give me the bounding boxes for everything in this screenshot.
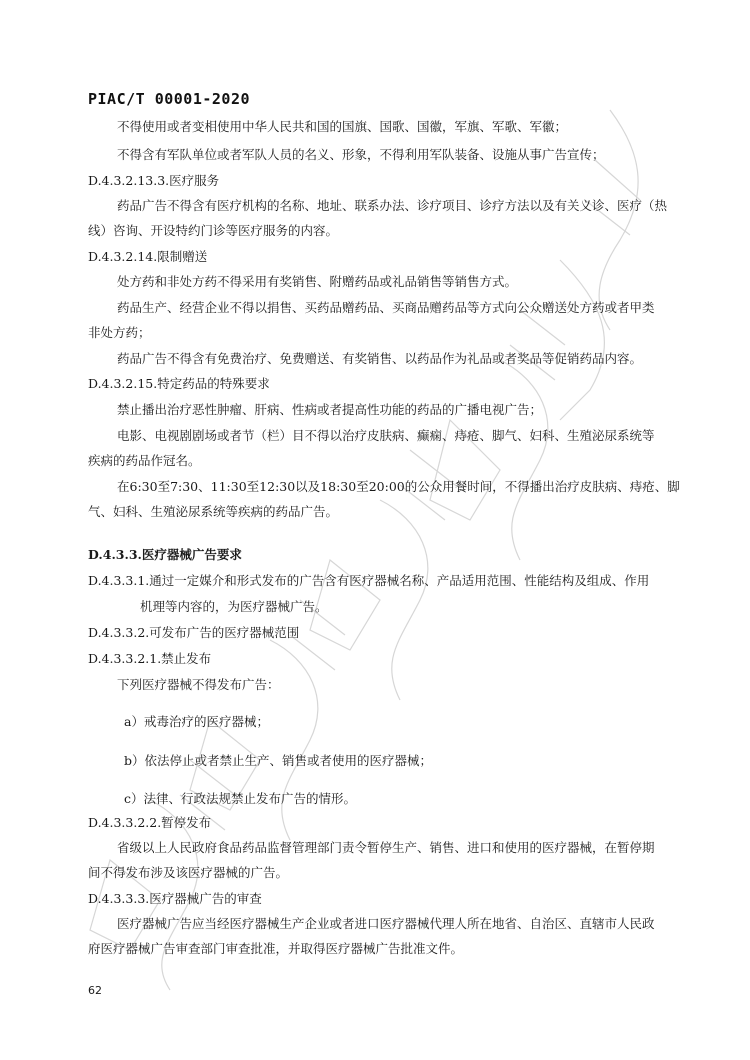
section-heading: D.4.3.3.2.2.暂停发布 [88,815,212,830]
paragraph-line: 府医疗器械广告审查部门审查批准，并取得医疗器械广告批准文件。 [88,941,464,956]
paragraph-line: 机理等内容的，为医疗器械广告。 [140,599,328,614]
section-heading: D.4.3.3.3.医疗器械广告的审查 [88,891,262,906]
paragraph-line: 不得使用或者变相使用中华人民共和国的国旗、国歌、国徽，军旗、军歌、军徽； [117,119,568,134]
paragraph-line: 药品广告不得含有免费治疗、免费赠送、有奖销售、以药品作为礼品或者奖品等促销药品内容。 [117,351,643,366]
paragraph-line: 间不得发布涉及该医疗器械的广告。 [88,865,289,880]
section-heading: D.4.3.2.13.3.医疗服务 [88,173,220,188]
paragraph-line: 药品生产、经营企业不得以捐售、买药品赠药品、买商品赠药品等方式向公众赠送处方药或者甲类 [117,300,655,315]
paragraph-line: 药品广告不得含有医疗机构的名称、地址、联系办法、诊疗项目、诊疗方法以及有关义诊、医疗（热 [117,198,668,213]
section-heading: D.4.3.3.1.通过一定媒介和形式发布的广告含有医疗器械名称、产品适用范围、性能结构及组成、作用 [88,573,650,588]
paragraph-line: 处方药和非处方药不得采用有奖销售、附赠药品或礼品销售等销售方式。 [117,274,518,289]
list-item: b）依法停止或者禁止生产、销售或者使用的医疗器械； [124,753,433,768]
paragraph-line: 禁止播出治疗恶性肿瘤、肝病、性病或者提高性功能的药品的广播电视广告； [117,402,543,417]
paragraph-line: 下列医疗器械不得发布广告： [117,677,280,692]
page-number: 62 [88,984,102,997]
paragraph-line: 电影、电视剧剧场或者节（栏）目不得以治疗皮肤病、癫痫、痔疮、脚气、妇科、生殖泌尿系统等 [117,428,655,443]
paragraph-line: 在6:30至7:30、11:30至12:30以及18:30至20:00的公众用餐时间，不得播出治疗皮肤病、痔疮、脚 [117,479,680,494]
section-heading: D.4.3.3.2.可发布广告的医疗器械范围 [88,625,300,640]
document-code: PIAC/T 00001-2020 [88,90,251,108]
list-item: c）法律、行政法规禁止发布广告的情形。 [124,791,357,806]
paragraph-line: 不得含有军队单位或者军队人员的名义、形象，不得利用军队装备、设施从事广告宣传； [117,147,605,162]
section-heading: D.4.3.2.15.特定药品的特殊要求 [88,376,270,391]
paragraph-line: 医疗器械广告应当经医疗器械生产企业或者进口医疗器械代理人所在地省、自治区、直辖市人民政 [117,916,655,931]
section-heading: D.4.3.3.医疗器械广告要求 [88,547,242,562]
section-heading: D.4.3.2.14.限制赠送 [88,249,208,264]
list-item: a）戒毒治疗的医疗器械； [124,714,269,729]
paragraph-line: 疾病的药品作冠名。 [88,453,201,468]
paragraph-line: 线）咨询、开设特约门诊等医疗服务的内容。 [88,223,339,238]
section-heading: D.4.3.3.2.1.禁止发布 [88,651,212,666]
paragraph-line: 气、妇科、生殖泌尿系统等疾病的药品广告。 [88,504,339,519]
paragraph-line: 省级以上人民政府食品药品监督管理部门责令暂停生产、销售、进口和使用的医疗器械，在暂停期 [117,840,655,855]
paragraph-line: 非处方药； [88,325,151,340]
